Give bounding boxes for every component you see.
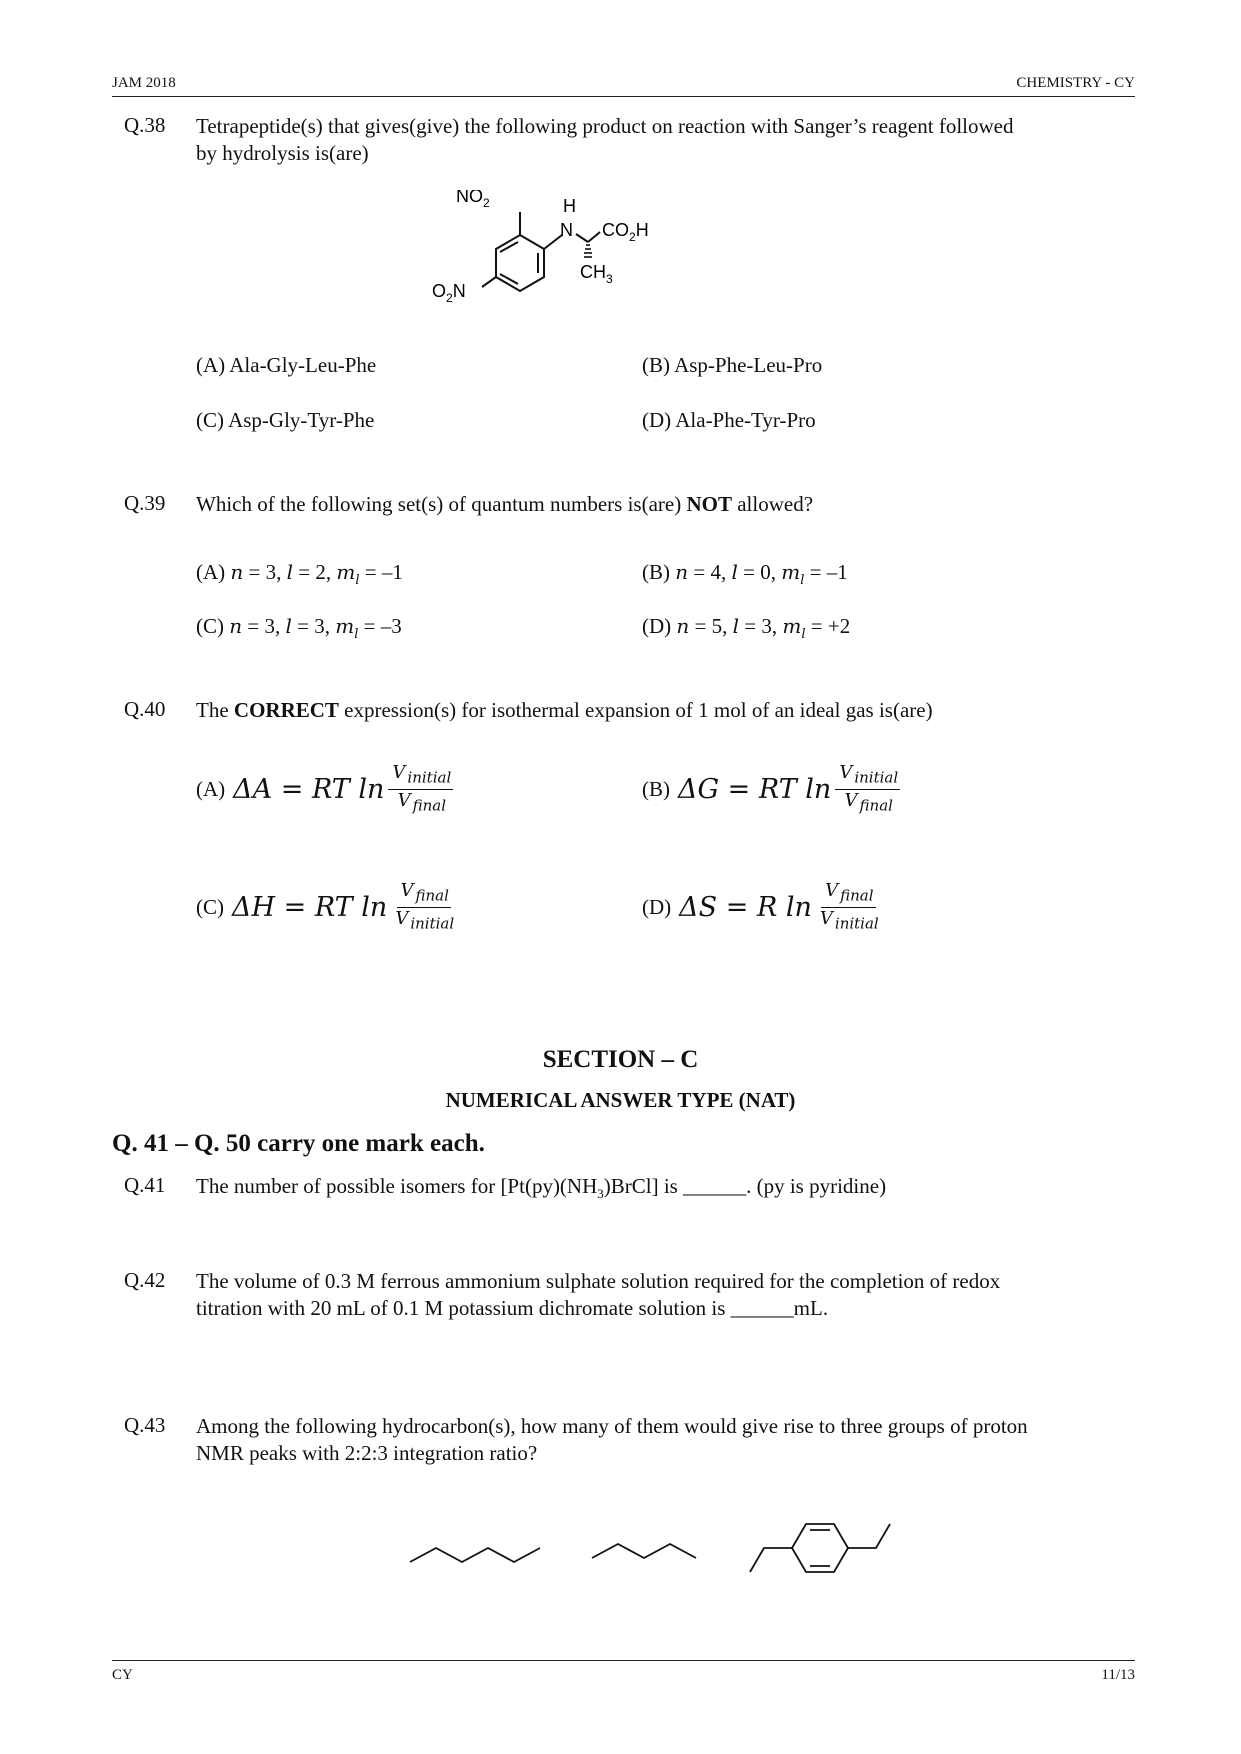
q39-option-a: (A) n = 3, l = 2, $m_l = -1$ — [196, 560, 403, 588]
section-title: SECTION – C — [542, 1046, 699, 1073]
q38-option-a: (A) Ala-Gly-Leu-Phe — [196, 353, 377, 377]
q40-option-c: (C) ΔH = RT ln $\frac{V _{final}}{V _{initial}}$ — [196, 880, 455, 933]
footer-page-number: 11/13 — [1101, 1667, 1135, 1683]
header-right: CHEMISTRY - CY — [1016, 75, 1135, 91]
q38-number: Q.38 — [124, 113, 166, 137]
pentane-structure — [592, 1544, 696, 1558]
q39-option-d: (D) n = 5, l = 3, $m_l = +2$ — [642, 614, 851, 642]
footer-left: CY — [112, 1667, 133, 1683]
q41-text: The number of possible isomers for $[Pt(py)(NH_3)BrCl]$ is ______. (py is pyridine) — [196, 1174, 887, 1202]
hexane-structure — [410, 1548, 540, 1562]
header-left: JAM 2018 — [112, 75, 176, 91]
q38-structure-dnp-alanine — [420, 190, 700, 320]
q42-text-line2: titration with 20 mL of 0.1 M potassium dichromate solution is ______mL. — [196, 1296, 829, 1320]
label-h: H — [563, 196, 576, 216]
q38-text-line2: by hydrolysis is(are) — [196, 141, 369, 165]
q40-option-d: (D) ΔS = R ln $\frac{V _{final}}{V _{initial}}$ — [642, 880, 879, 933]
hashed-wedge — [584, 245, 592, 257]
q39-option-c: (C) n = 3, l = 3, $m_l = -3$ — [196, 614, 402, 642]
section-marks: Q. 41 – Q. 50 carry one mark each. — [112, 1130, 485, 1157]
q38-option-b: (B) Asp-Phe-Leu-Pro — [642, 353, 823, 377]
q43-text-line2: NMR peaks with 2:2:3 integration ratio? — [196, 1441, 538, 1465]
q40-option-b: (B) ΔG = RT ln $\frac{V _{initial}}{V _{final}}$ — [642, 762, 899, 815]
label-no2-top: $NO_2$ — [456, 190, 490, 210]
q39-option-b: (B) n = 4, l = 0, $m_l = -1$ — [642, 560, 848, 588]
q38-text-line1: Tetrapeptide(s) that gives(give) the following product on reaction with Sanger’s reagent followed — [196, 114, 1014, 138]
label-n: N — [560, 220, 573, 240]
q43-number: Q.43 — [124, 1413, 166, 1437]
section-subtitle: NUMERICAL ANSWER TYPE (NAT) — [445, 1088, 796, 1112]
label-co2h: $CO_2H$ — [602, 220, 649, 244]
q41-number: Q.41 — [124, 1173, 166, 1197]
q42-number: Q.42 — [124, 1268, 166, 1292]
q43-structures — [400, 1500, 920, 1590]
q38-option-c: (C) Asp-Gly-Tyr-Phe — [196, 408, 375, 432]
q40-option-a: (A) ΔA = RT ln $\frac{V _{initial}}{V _{final}}$ — [196, 762, 452, 815]
q38-text — [196, 113, 1126, 167]
q43-text-line1: Among the following hydrocarbon(s), how many of them would give rise to three groups of proton — [196, 1414, 1028, 1438]
label-o2n: $O_2N$ — [432, 281, 466, 305]
q40-number: Q.40 — [124, 697, 166, 721]
q39-text: Which of the following set(s) of quantum numbers is(are) NOT allowed? — [196, 492, 814, 516]
diethylbenzene-structure — [750, 1524, 890, 1572]
q42-text — [196, 1268, 1126, 1322]
label-ch3: $CH_3$ — [580, 262, 613, 286]
q40-text: The CORRECT expression(s) for isothermal expansion of 1 mol of an ideal gas is(are) — [196, 698, 933, 722]
footer-rule — [112, 1660, 1135, 1661]
q43-text — [196, 1413, 1126, 1467]
q42-text-line1: The volume of 0.3 M ferrous ammonium sulphate solution required for the completion of redox — [196, 1269, 1001, 1293]
header-rule — [112, 96, 1135, 97]
q39-number: Q.39 — [124, 491, 166, 515]
q38-option-d: (D) Ala-Phe-Tyr-Pro — [642, 408, 816, 432]
